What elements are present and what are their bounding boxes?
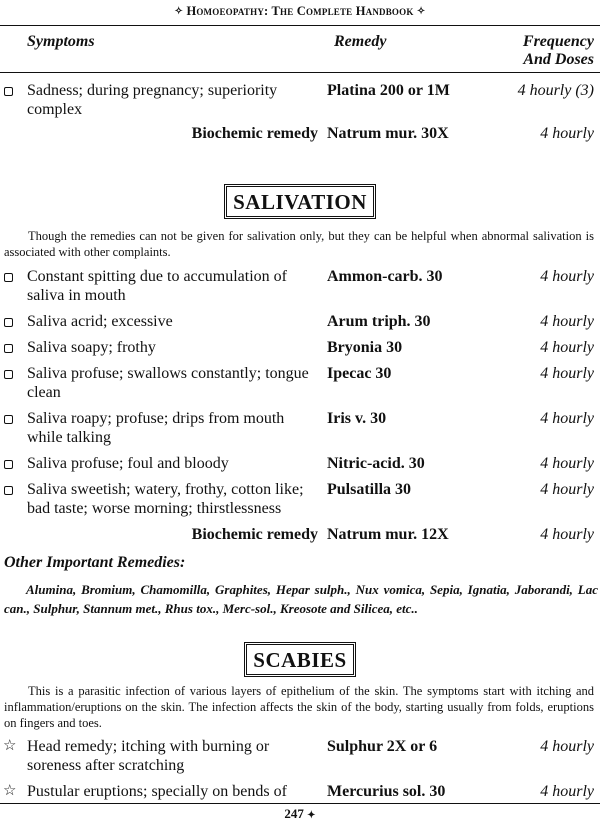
checkbox-bullet-icon (4, 460, 13, 469)
section-title-text: SCABIES (244, 642, 355, 677)
biochemic-label: Biochemic remedy (191, 125, 318, 142)
remedy-text: Ammon-carb. 30 (327, 268, 443, 285)
frequency-text: 4 hourly (540, 455, 594, 472)
remedy-text: Natrum mur. 12X (327, 526, 449, 543)
column-header-frequency-line1: Frequency (522, 33, 594, 50)
running-head (0, 4, 600, 19)
other-remedies-text: Alumina, Bromium, Chamomilla, Graphites, Hepar sulph., Nux vomica, Sepia, Ignatia, Jaborandi, Lac can., Sulphur, Stannum met., Rhus tox., Merc-sol., Kreosote and Silicea, etc.. (4, 582, 598, 616)
running-head-text: Homoeopathy: The Complete Handbook (186, 4, 414, 18)
frequency-text: 4 hourly (540, 783, 594, 800)
remedy-text: Natrum mur. 30X (327, 125, 449, 142)
frequency-text: 4 hourly (540, 526, 594, 543)
remedy-text: Nitric-acid. 30 (327, 455, 425, 472)
section-title-salivation (0, 184, 600, 219)
symptom-text: Saliva roapy; profuse; drips from mouth while talking (27, 410, 285, 446)
frequency-text: 4 hourly (540, 410, 594, 427)
symptom-text: Saliva profuse; foul and bloody (27, 455, 229, 472)
symptom-text: Head remedy; itching with burning or soreness after scratching (27, 738, 270, 774)
page-number (0, 806, 600, 822)
frequency-text: 4 hourly (3) (517, 82, 594, 99)
frequency-text: 4 hourly (540, 339, 594, 356)
remedy-text: Sulphur 2X or 6 (327, 738, 438, 755)
ornament-icon: ✧ (416, 6, 426, 17)
biochemic-label: Biochemic remedy (191, 526, 318, 543)
other-remedies-list (4, 580, 598, 618)
section-title-scabies (0, 642, 600, 677)
frequency-text: 4 hourly (540, 738, 594, 755)
symptom-text: Saliva acrid; excessive (27, 313, 173, 330)
salivation-intro-text: Though the remedies can not be given for salivation only, but they can be helpful when abnormal salivation is associated with other complaints. (4, 229, 594, 259)
checkbox-bullet-icon (4, 415, 13, 424)
frequency-text: 4 hourly (540, 481, 594, 498)
symptom-text: Saliva sweetish; watery, frothy, cotton like; bad taste; worse morning; thirstlessness (27, 481, 304, 517)
salivation-intro (4, 228, 594, 260)
symptom-text: Constant spitting due to accumulation of saliva in mouth (27, 268, 287, 304)
remedy-text: Bryonia 30 (327, 339, 403, 356)
frequency-text: 4 hourly (540, 313, 594, 330)
symptom-text: Sadness; during pregnancy; superiority complex (27, 82, 278, 118)
page-number-text: 247 (284, 806, 304, 821)
remedy-text: Mercurius sol. 30 (327, 783, 446, 800)
checkbox-bullet-icon (4, 486, 13, 495)
symptom-text: Saliva profuse; swallows constantly; tongue clean (27, 365, 309, 401)
scabies-intro (4, 683, 594, 731)
footer-rule (0, 803, 600, 804)
column-header-symptoms: Symptoms (27, 33, 95, 50)
column-header-frequency-line2: And Doses (523, 51, 594, 68)
scabies-intro-text: This is a parasitic infection of various layers of epithelium of the skin. The symptoms start with itching and inflammation/eruptions on the skin. The infection affects the skin of the body, starting usually from folds, eruptions on fingers and toes. (4, 684, 594, 730)
remedy-text: Arum triph. 30 (327, 313, 431, 330)
checkbox-bullet-icon (4, 344, 13, 353)
column-header-frequency (523, 33, 594, 69)
frequency-text: 4 hourly (540, 365, 594, 382)
checkbox-bullet-icon (4, 318, 13, 327)
ornament-icon: ✧ (174, 6, 184, 17)
frequency-text: 4 hourly (540, 268, 594, 285)
star-bullet-icon: ☆ (3, 783, 17, 799)
header-rule (0, 25, 600, 26)
remedy-text: Iris v. 30 (327, 410, 387, 427)
checkbox-bullet-icon (4, 370, 13, 379)
column-header-rule (0, 72, 600, 73)
column-header-remedy: Remedy (334, 33, 387, 50)
remedy-text: Platina 200 or 1M (327, 82, 450, 99)
frequency-text: 4 hourly (540, 125, 594, 142)
remedy-text: Ipecac 30 (327, 365, 392, 382)
remedy-text: Pulsatilla 30 (327, 481, 412, 498)
other-remedies-heading: Other Important Remedies: (4, 554, 186, 571)
ornament-icon: ✦ (307, 810, 316, 821)
checkbox-bullet-icon (4, 273, 13, 282)
checkbox-bullet-icon (4, 87, 13, 96)
section-title-text: SALIVATION (224, 184, 376, 219)
star-bullet-icon: ☆ (3, 738, 17, 754)
symptom-text: Saliva soapy; frothy (27, 339, 156, 356)
symptom-text: Pustular eruptions; specially on bends of (27, 783, 287, 800)
